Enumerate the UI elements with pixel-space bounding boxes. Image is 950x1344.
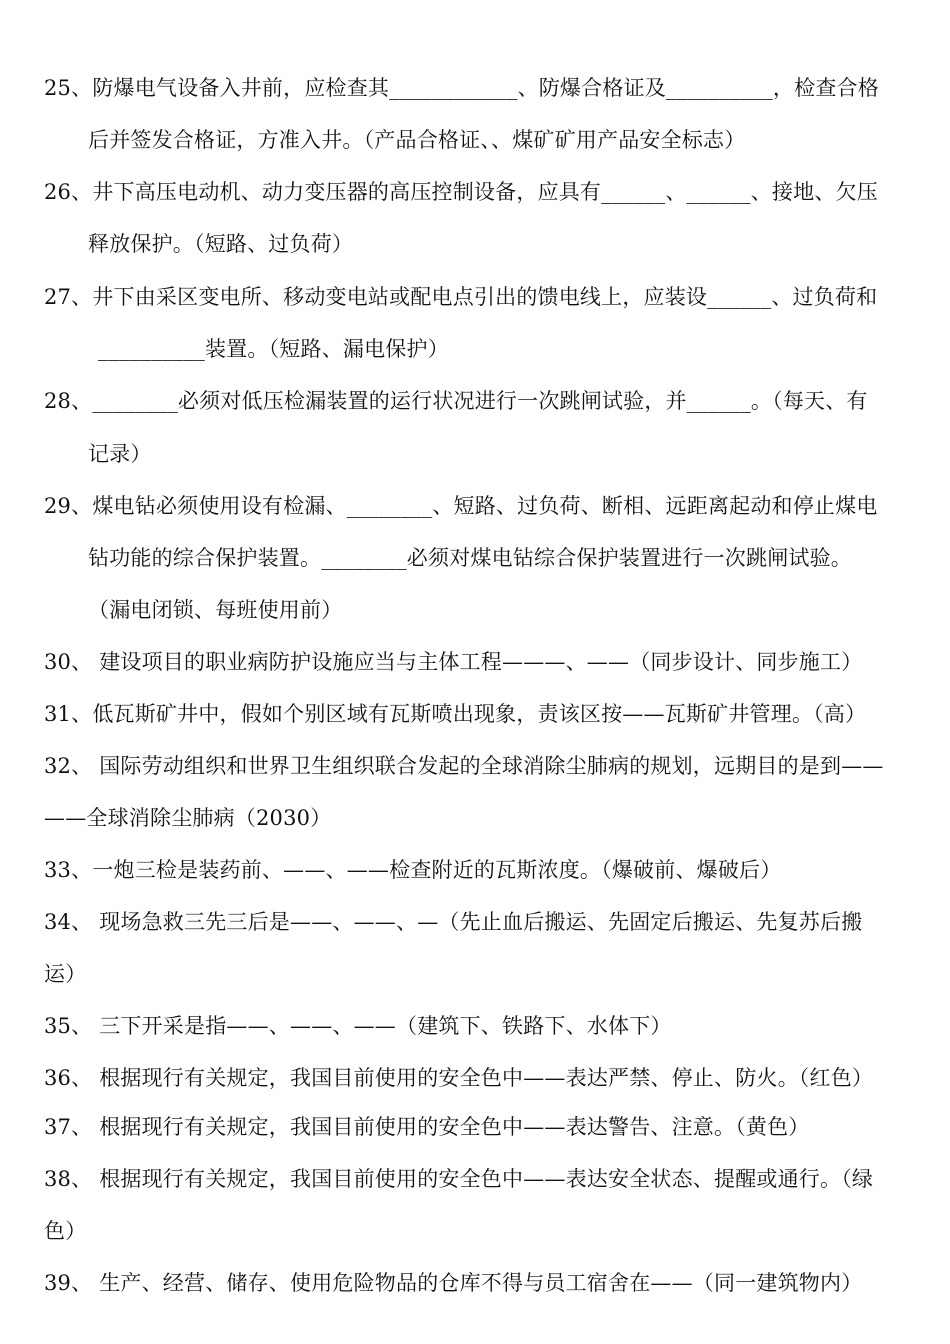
item-29-line-2: 钻功能的综合保护装置。________必须对煤电钻综合保护装置进行一次跳闸试验。 <box>88 546 852 570</box>
item-34-line-1: 34、 现场急救三先三后是——、——、—（先止血后搬运、先固定后搬运、先复苏后搬 <box>44 910 863 934</box>
item-39: 39、 生产、经营、储存、使用危险物品的仓库不得与员工宿舍在——（同一建筑物内） <box>44 1271 863 1295</box>
item-25-line-1: 25、防爆电气设备入井前，应检查其____________、防爆合格证及__________，检查合格 <box>44 76 879 100</box>
item-29-line-3: （漏电闭锁、每班使用前） <box>88 598 343 622</box>
item-33: 33、一炮三检是装药前、——、——检查附近的瓦斯浓度。（爆破前、爆破后） <box>44 858 782 882</box>
item-32-line-2: ——全球消除尘肺病（2030） <box>44 806 332 830</box>
item-35: 35、 三下开采是指——、——、——（建筑下、铁路下、水体下） <box>44 1014 672 1038</box>
item-31: 31、低瓦斯矿井中，假如个别区域有瓦斯喷出现象，责该区按——瓦斯矿井管理。（高） <box>44 702 867 726</box>
item-26-line-2: 释放保护。（短路、过负荷） <box>88 232 354 256</box>
item-25-line-2: 后并签发合格证，方准入井。（产品合格证、、煤矿矿用产品安全标志） <box>88 128 746 152</box>
item-28-line-1: 28、________必须对低压检漏装置的运行状况进行一次跳闸试验，并______。（每天、有 <box>44 389 868 413</box>
item-27-line-2: __________装置。（短路、漏电保护） <box>98 337 449 361</box>
item-28-line-2: 记录） <box>88 442 152 466</box>
item-32-line-1: 32、 国际劳动组织和世界卫生组织联合发起的全球消除尘肺病的规划，远期目的是到—— <box>44 754 884 778</box>
item-38-line-1: 38、 根据现行有关规定，我国目前使用的安全色中——表达安全状态、提醒或通行。（绿 <box>44 1167 874 1191</box>
item-34-line-2: 运） <box>44 962 87 986</box>
item-29-line-1: 29、煤电钻必须使用设有检漏、________、短路、过负荷、断相、远距离起动和停止煤电 <box>44 494 878 518</box>
item-36: 36、 根据现行有关规定，我国目前使用的安全色中——表达严禁、停止、防火。（红色） <box>44 1066 874 1090</box>
item-37: 37、 根据现行有关规定，我国目前使用的安全色中——表达警告、注意。（黄色） <box>44 1115 810 1139</box>
item-30: 30、 建设项目的职业病防护设施应当与主体工程———、——（同步设计、同步施工） <box>44 650 863 674</box>
item-27-line-1: 27、井下由采区变电所、移动变电站或配电点引出的馈电线上，应装设______、过负荷和 <box>44 285 878 309</box>
item-26-line-1: 26、井下高压电动机、动力变压器的高压控制设备，应具有______、______、接地、欠压 <box>44 180 878 204</box>
item-38-line-2: 色） <box>44 1219 87 1243</box>
